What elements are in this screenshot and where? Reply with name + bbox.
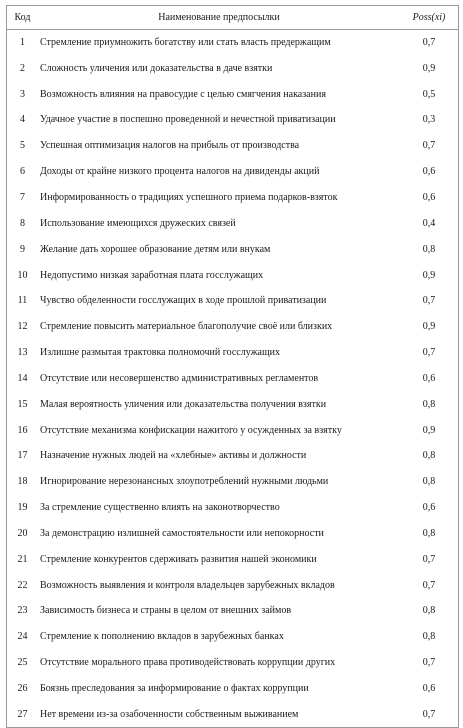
row-code: 15 [17, 398, 28, 410]
row-poss: 0,7 [422, 579, 436, 591]
row-code: 13 [17, 347, 28, 359]
row-poss: 0,7 [422, 553, 436, 565]
row-poss: 0,8 [422, 476, 436, 488]
row-name: Возможность выявления и контроля владельцев зарубежных вкладов [40, 579, 335, 591]
row-name: Возможность влияния на правосудие с целью смягчения наказания [40, 88, 326, 100]
table-row [7, 159, 458, 185]
table-row [7, 262, 458, 288]
row-name: Желание дать хорошее образование детям или внукам [40, 243, 271, 255]
row-name: Стремление к пополнению вкладов в зарубежных банках [40, 631, 284, 643]
row-name: Недопустимо низкая заработная плата госслужащих [40, 269, 264, 281]
row-code: 19 [17, 502, 28, 514]
table-row [7, 391, 458, 417]
row-name: За стремление существенно влиять на законотворчество [40, 502, 280, 514]
table-row [7, 650, 458, 676]
row-name: Использование имеющихся дружеских связей [40, 217, 236, 229]
table-row [7, 133, 458, 159]
row-code: 4 [20, 114, 25, 126]
row-poss: 0,7 [422, 347, 436, 359]
row-poss: 0,6 [422, 191, 436, 203]
row-code: 21 [17, 553, 28, 565]
table-row [7, 288, 458, 314]
row-name: Стремление повысить материальное благополучие своё или близких [40, 321, 333, 333]
table-row [7, 340, 458, 366]
table-row [7, 443, 458, 469]
row-code: 10 [17, 269, 28, 281]
row-poss: 0,8 [422, 605, 436, 617]
table-row [7, 314, 458, 340]
premises-table-frame [6, 5, 459, 728]
row-code: 6 [20, 166, 25, 178]
table-header-row [7, 6, 458, 30]
table-row [7, 55, 458, 81]
row-poss: 0,4 [422, 217, 436, 229]
table-row [7, 701, 458, 727]
row-code: 12 [17, 321, 28, 333]
row-name: Игнорирование нерезонансных злоупотреблений нужными людьми [40, 476, 329, 488]
table-row [7, 30, 458, 56]
table-row [7, 365, 458, 391]
table-row [7, 598, 458, 624]
header-code: Код [7, 6, 38, 30]
premises-table [7, 6, 458, 727]
row-name: Стремление приумножить богатству или стать власть предержащим [40, 37, 331, 49]
row-code: 18 [17, 476, 28, 488]
table-row [7, 107, 458, 133]
row-poss: 0,6 [422, 502, 436, 514]
row-code: 23 [17, 605, 28, 617]
row-poss: 0,8 [422, 243, 436, 255]
row-code: 26 [17, 683, 28, 695]
header-poss: Poss(xi) [400, 6, 458, 30]
row-name: Назначение нужных людей на «хлебные» активы и должности [40, 450, 307, 462]
row-name: Отсутствие морального права противодействовать коррупции других [40, 657, 336, 669]
row-code: 25 [17, 657, 28, 669]
header-name: Наименование предпосылки [38, 6, 400, 30]
row-name: Отсутствие или несовершенство административных регламентов [40, 372, 319, 384]
row-poss: 0,6 [422, 166, 436, 178]
row-code: 22 [17, 579, 28, 591]
row-code: 11 [17, 295, 28, 307]
table-row [7, 676, 458, 702]
row-code: 16 [17, 424, 28, 436]
row-code: 20 [17, 527, 28, 539]
row-name: Зависимость бизнеса и страны в целом от внешних займов [40, 605, 292, 617]
row-poss: 0,6 [422, 372, 436, 384]
row-poss: 0,8 [422, 631, 436, 643]
table-body [7, 30, 458, 728]
row-poss: 0,8 [422, 450, 436, 462]
table-row [7, 469, 458, 495]
row-name: Доходы от крайне низкого процента налогов на дивиденды акций [40, 166, 320, 178]
row-poss: 0,3 [422, 114, 436, 126]
row-poss: 0,5 [422, 88, 436, 100]
row-poss: 0,7 [422, 708, 436, 720]
table-row [7, 624, 458, 650]
row-poss: 0,7 [422, 37, 436, 49]
table-row [7, 81, 458, 107]
table-row [7, 210, 458, 236]
row-name: Стремление конкурентов сдерживать развития нашей экономики [40, 553, 317, 565]
table-row [7, 572, 458, 598]
row-code: 9 [20, 243, 25, 255]
row-name: Сложность уличения или доказательства в даче взятки [40, 62, 273, 74]
row-poss: 0,7 [422, 140, 436, 152]
table-row [7, 521, 458, 547]
row-code: 24 [17, 631, 28, 643]
table-row [7, 546, 458, 572]
row-code: 2 [20, 62, 25, 74]
row-poss: 0,9 [422, 424, 436, 436]
table-row [7, 495, 458, 521]
row-poss: 0,9 [422, 321, 436, 333]
row-poss: 0,7 [422, 295, 436, 307]
row-name: За демонстрацию излишней самостоятельности или непокорности [40, 527, 324, 539]
row-name: Излишне размытая трактовка полномочий госслужащих [40, 347, 280, 359]
row-poss: 0,8 [422, 398, 436, 410]
table-row [7, 417, 458, 443]
row-poss: 0,9 [422, 269, 436, 281]
row-name: Чувство обделенности госслужащих в ходе прошлой приватизации [40, 295, 327, 307]
row-poss: 0,7 [422, 657, 436, 669]
row-code: 5 [20, 140, 25, 152]
row-poss: 0,8 [422, 527, 436, 539]
row-code: 3 [20, 88, 25, 100]
row-name: Отсутствие механизма конфискации нажитого у осужденных за взятку [40, 424, 342, 436]
row-code: 7 [20, 191, 25, 203]
table-row [7, 185, 458, 211]
row-name: Успешная оптимизация налогов на прибыль от производства [40, 140, 300, 152]
row-name: Удачное участие в поспешно проведенной и нечестной приватизации [40, 114, 336, 126]
row-code: 17 [17, 450, 28, 462]
row-poss: 0,9 [422, 62, 436, 74]
row-code: 1 [20, 37, 25, 49]
table-row [7, 236, 458, 262]
row-name: Информированность о традициях успешного приема подарков-взяток [40, 191, 338, 203]
row-poss: 0,6 [422, 683, 436, 695]
row-name: Нет времени из-за озабоченности собственным выживанием [40, 708, 299, 720]
row-name: Боязнь преследования за информирование о фактах коррупции [40, 683, 309, 695]
row-code: 14 [17, 372, 28, 384]
row-code: 8 [20, 217, 25, 229]
row-code: 27 [17, 708, 28, 720]
row-name: Малая вероятность уличения или доказательства получения взятки [40, 398, 327, 410]
